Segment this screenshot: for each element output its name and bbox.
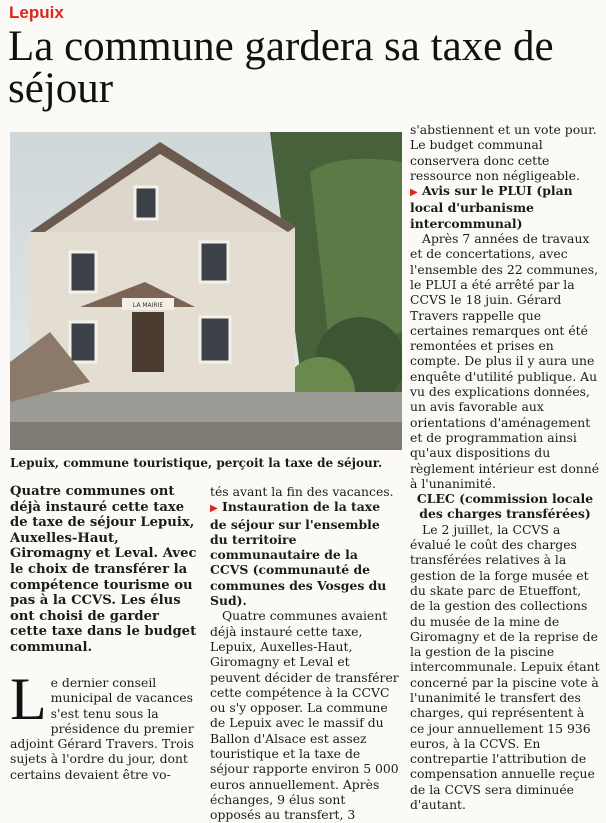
arrow-icon: ▶: [410, 187, 418, 199]
headline: La commune gardera sa taxe de séjour: [8, 23, 554, 112]
intro-text: e dernier conseil municipal de vacances s'est tenu sous la présidence du premier adjoint Gérard Travers. Trois sujets à l'ordre du jour, dont certains devaient être vo-: [10, 675, 194, 782]
lead-text: Quatre communes ont déjà instauré cette taxe de taxe de séjour Lepuix, Auxelles-Haut, Giromagny et Leval. Avec le choix de transférer la compétence tourisme ou pas à la CCVS. Les élus ont choisi de garder cette taxe dans le budget communal.: [10, 484, 197, 655]
column-3: [410, 122, 600, 812]
subheading-1-text: Instauration de la taxe de séjour sur l'ensemble du territoire communautaire de la CCVS (communauté de communes des Vosges du Sud).: [210, 499, 387, 609]
subheading-2-text: Avis sur le PLUI (plan local d'urbanisme intercommunal): [410, 183, 573, 231]
column-1: [10, 666, 200, 782]
kicker: Lepuix: [9, 3, 64, 22]
paragraph-3: Le 2 juillet, la CCVS a évalué le coût des charges transférées relatives à la gestion de la forge musée et du skate parc de Etueffont, de la gestion des collections du musée de la mine de Giromagny et de la reprise de la gestion de la piscine intercommunale. Lepuix étant concerné par la piscine vote à l'unanimité le transfert des charges, qui représentent à ce jour annuellement 15 936 euros, à la CCVS. En contrepartie l'attribution de compensation annuelle reçue de la CCVS sera diminuée d'autant.: [410, 521, 600, 813]
mairie-sign: LA MAIRIE: [132, 302, 164, 309]
paragraph-2: Après 7 années de travaux et de concertations, avec l'ensemble des 22 communes, le PLUI a été arrêté par la CCVS le 18 juin. Gérard Travers rappelle que certaines remarques ont été remontées et prises en compte. De plus il y aura une enquête d'utilité publique. Au vu des explications données, un avis favorable aux orientations d'aménagement et de programmation ainsi qu'aux dispositions du règlement intérieur est donné à l'unanimité.: [410, 231, 600, 491]
town-hall-photo: [10, 132, 402, 450]
paragraph-1-continuation: s'abstiennent et un vote pour. Le budget communal conservera donc cette ressource non négligeable.: [410, 122, 597, 183]
lead-paragraph: [10, 484, 200, 656]
subheading-2: [410, 183, 600, 231]
photo-caption: Lepuix, commune touristique, perçoit la taxe de séjour.: [10, 456, 383, 470]
subheading-3: CLEC (commission locale des charges transférées): [416, 491, 594, 522]
paragraph-1: Quatre communes avaient déjà instauré cette taxe, Lepuix, Auxelles-Haut, Giromagny et Leval et peuvent décider de transférer cette compétence à la CCVC ou s'y opposer. La commune de Lepuix avec le massif du Ballon d'Alsace est assez touristique et la taxe de séjour rapporte environ 5 000 euros annuellement. Après échanges, 9 élus sont opposés au transfert, 3: [210, 608, 399, 823]
column-2: [210, 484, 400, 823]
drop-cap: L: [10, 666, 47, 732]
intro-continuation: tés avant la fin des vacances.: [210, 484, 394, 499]
arrow-icon: ▶: [210, 503, 218, 515]
subheading-1: [210, 499, 400, 608]
